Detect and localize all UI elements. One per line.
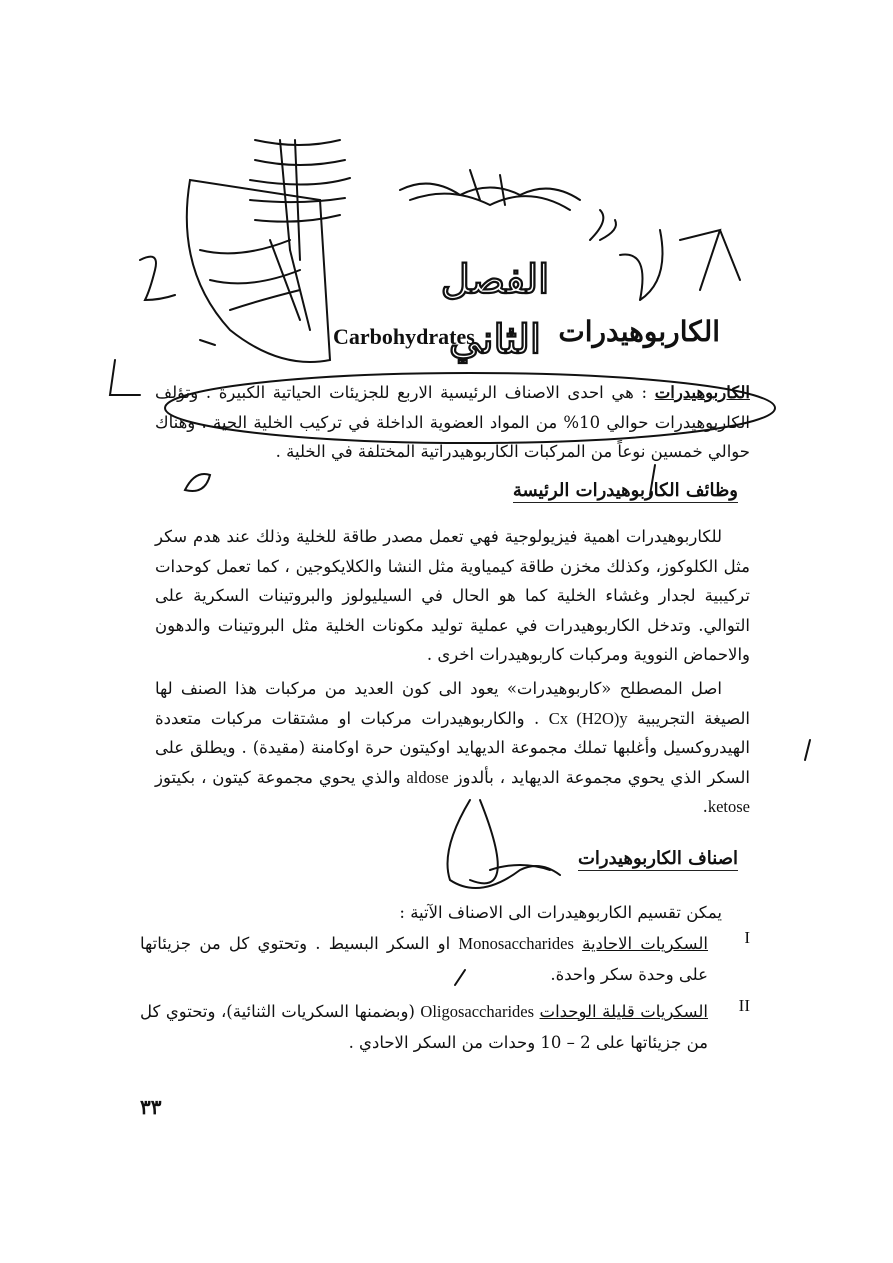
item-latin-name: Oligosaccharides [420,1002,535,1021]
ketose-term: ketose [707,797,750,816]
list-number: I [744,928,750,947]
item-description: (وبضمنها السكريات الثنائية)، وتحتوي كل من جزيئاتها على 2 – 10 وحدات من السكر الاحادي . [140,1002,708,1052]
list-item-oligosaccharides [140,996,750,1062]
chapter-heading: الفصل الثاني [440,256,550,363]
term-origin-text-3: والذي يحوي مجموعة كيتون ، بكيتوز [155,767,401,787]
aldose-term: aldose [406,767,449,787]
intro-lead: الكاربوهيدرات [654,383,750,402]
item-arabic-name: السكريات قليلة الوحدات [539,1002,708,1021]
list-item-text [140,928,708,990]
intro-paragraph [155,378,750,467]
term-origin-paragraph: اصل المصطلح «كاربوهيدرات» يعود الى كون العديد من مركبات هذا الصنف لها الصيغة التجريبية Cx (H2O)y . والكاربوهيدرات مركبات او مشتقات مركبات متعددة الهيدروكسيل وأغلبها تملك مجموعة الديهايد اوكيتون حرة اوكامنة (مقيدة) . ويطلق على السكر الذي يحوي مجموعة الديهايد ، بألدوز aldose والذي يحوي مجموعة كيتون ، بكيتوز ketose. [155,679,750,816]
list-item-text [140,996,708,1058]
functions-paragraph: للكاربوهيدرات اهمية فيزيولوجية فهي تعمل مصدر طاقة للخلية وذلك عند هدم سكر مثل الكلوكوز، وكذلك مخزن طاقة كيمياوية مثل النشا والكلايكوجين ، كما تعمل كوحدات تركيبية لجدار وغشاء الخلية كما هو الحال في السيليولوز والبروتينات السكرية على التوالي. وتدخل الكاربوهيدرات في عملية توليد مكونات الخلية مثل البروتينات والدهون والاحماض النووية ومركبات كاربوهيدرات اخرى . [155,527,750,664]
item-latin-name: Monosaccharides [458,934,574,953]
list-item-monosaccharides [140,928,750,990]
term-origin-text-1: اصل المصطلح «كاربوهيدرات» يعود الى كون العديد من مركبات هذا الصنف لها الصيغة التجريبية [155,679,750,728]
item-description: او السكر البسيط . وتحتوي كل من جزيئاتها على وحدة سكر واحدة. [140,934,708,984]
item-arabic-name: السكريات الاحادية [582,934,709,953]
title-english: Carbohydrates [333,324,475,349]
intro-text: : هي احدى الاصناف الرئيسية الاربع للجزيئات الحياتية الكبيرة . وتؤلف الكاربوهيدرات حوالي 10% من المواد العضوية الداخلة في تركيب الخلية الحية . وهناك حوالي خمسين نوعاً من المركبات الكاربوهيدراتية المختلفة في الخلية . [155,383,750,461]
list-number: II [738,996,750,1015]
empirical-formula: Cx (H2O)y [548,708,628,728]
page-number: ٣٣ [140,1095,162,1119]
section-heading-classes: اصناف الكاربوهيدرات [577,848,738,869]
title-arabic: الكاربوهيدرات [558,315,720,348]
classes-intro: يمكن تقسيم الكاربوهيدرات الى الاصناف الآتية : [399,903,722,922]
term-origin-text-2: . والكاربوهيدرات مركبات او مشتقات مركبات متعددة الهيدروكسيل وأغلبها تملك مجموعة الديهايد اوكيتون حرة اوكامنة (مقيدة) . ويطلق على السكر الذي يحوي مجموعة الديهايد ، بألدوز [155,708,750,787]
section-heading-functions: وظائف الكاربوهيدرات الرئيسة [512,480,738,501]
